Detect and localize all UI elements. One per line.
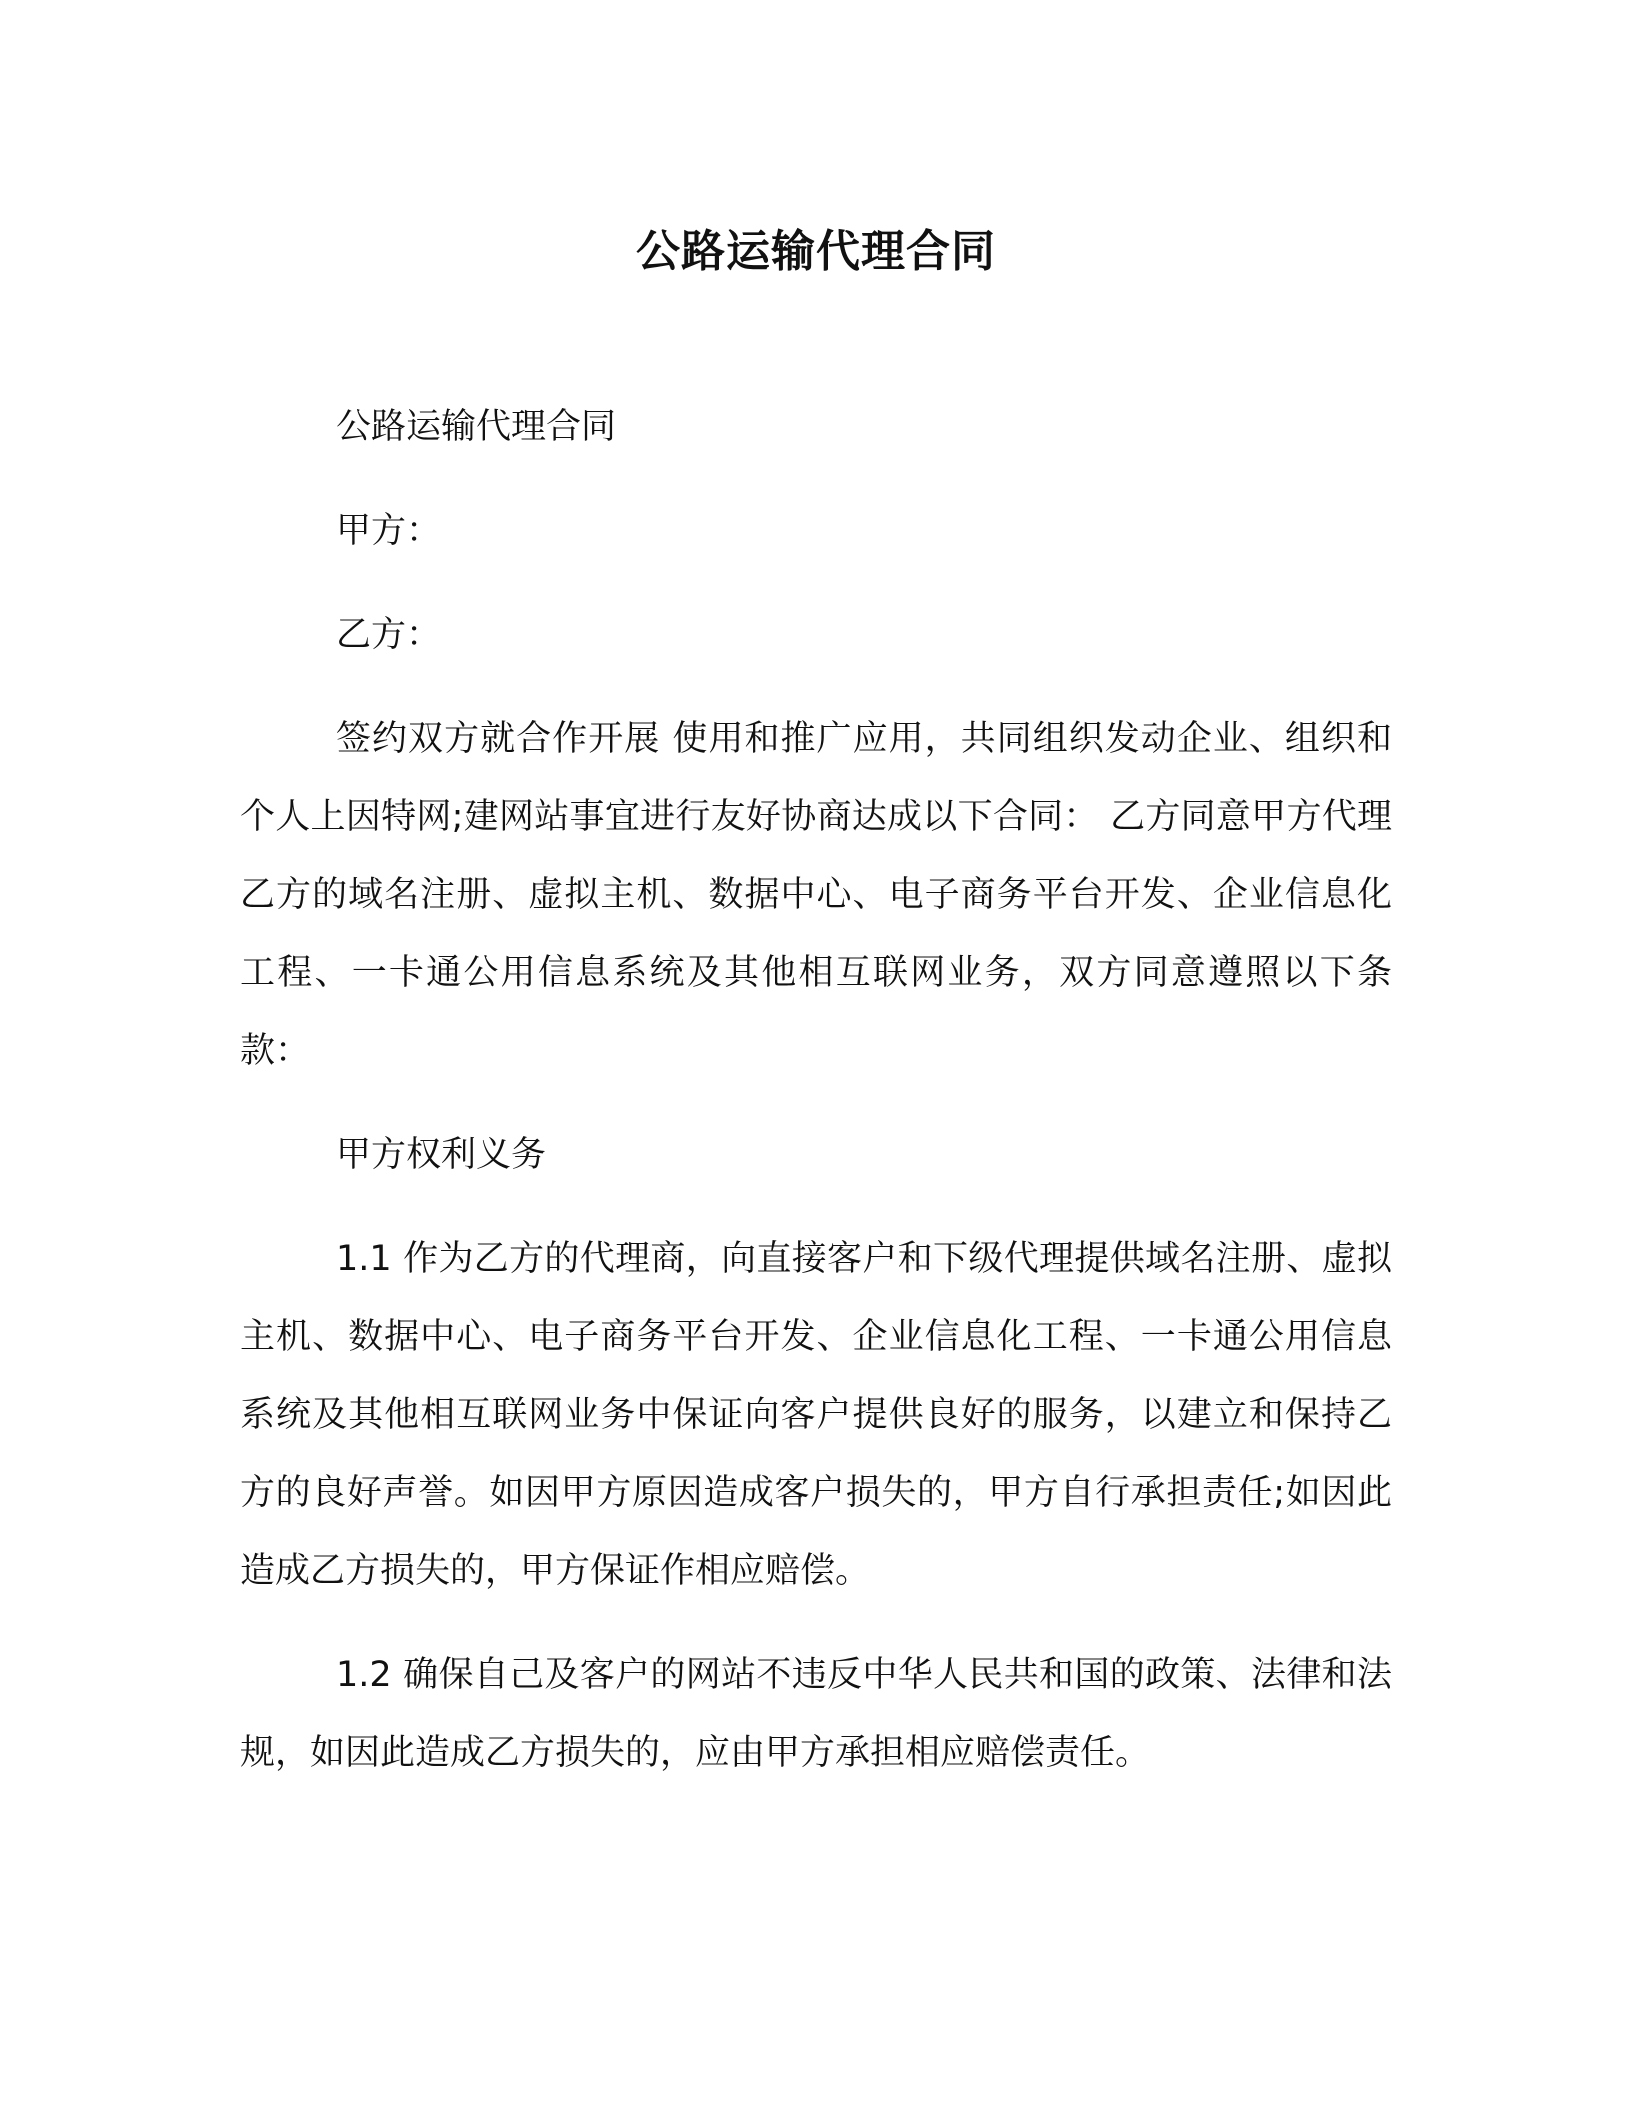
contract-heading: 公路运输代理合同 [336, 407, 617, 447]
party-b-line: 乙方： [336, 615, 442, 655]
preamble-paragraph: 签约双方就合作开展 使用和推广应用，共同组织发动企业、组织和个人上因特网;建网站事宜进行友好协商达成以下合同： 乙方同意甲方代理乙方的域名注册、虚拟主机、数据中心、电子商务平台开发、企业信息化工程、一卡通公用信息系统及其他相互联网业务，双方同意遵照以下条款： [240, 719, 1392, 1071]
document-body [240, 388, 1392, 1818]
section-heading-party-a-rights: 甲方权利义务 [336, 1135, 547, 1175]
party-a-line: 甲方： [336, 511, 442, 551]
clause-1-1: 1.1 作为乙方的代理商，向直接客户和下级代理提供域名注册、虚拟主机、数据中心、电子商务平台开发、企业信息化工程、一卡通公用信息系统及其他相互联网业务中保证向客户提供良好的服务，以建立和保持乙方的良好声誉。如因甲方原因造成客户损失的，甲方自行承担责任;如因此造成乙方损失的，甲方保证作相应赔偿。 [240, 1239, 1392, 1591]
document-title: 公路运输代理合同 [636, 226, 996, 277]
clause-1-2: 1.2 确保自己及客户的网站不违反中华人民共和国的政策、法律和法规，如因此造成乙方损失的，应由甲方承担相应赔偿责任。 [240, 1655, 1392, 1773]
